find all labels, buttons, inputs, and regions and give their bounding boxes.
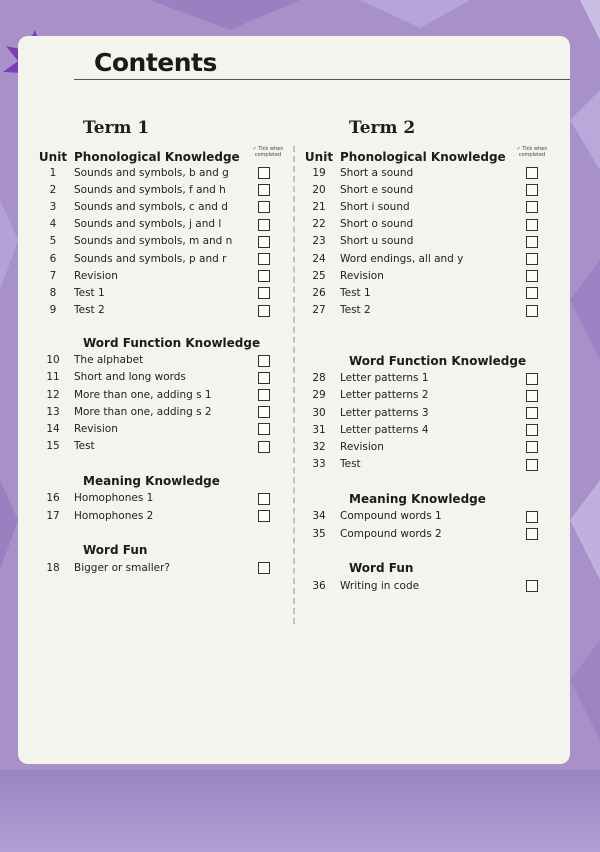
completion-checkbox[interactable] [258,562,270,574]
unit-title: Letter patterns 4 [340,423,429,436]
unit-column-header: Unit [38,150,68,164]
unit-number: 18 [46,561,60,574]
unit-title: Short o sound [340,218,414,231]
completion-checkbox[interactable] [526,287,538,299]
unit-number: 24 [312,252,326,265]
unit-number: 15 [46,440,60,453]
unit-row [32,559,282,576]
unit-title: Revision [340,269,384,282]
completion-checkbox[interactable] [258,270,270,282]
unit-row [298,181,548,198]
unit-title: Test 1 [74,286,105,299]
completion-checkbox[interactable] [526,305,538,317]
completion-checkbox[interactable] [526,373,538,385]
unit-row [298,302,548,319]
bottom-strip [0,770,600,852]
unit-row [32,302,282,319]
unit-title: Revision [340,441,384,454]
unit-title: Sounds and symbols, b and g [74,166,229,179]
section-gap [298,542,548,560]
completion-checkbox[interactable] [258,201,270,213]
unit-number: 26 [312,286,326,299]
unit-row [32,369,282,386]
unit-number: 2 [49,183,57,196]
completion-checkbox[interactable] [526,407,538,419]
unit-row [32,284,282,301]
completion-checkbox[interactable] [258,253,270,265]
unit-number: 9 [49,304,57,317]
unit-row [298,508,548,525]
unit-row [298,216,548,233]
unit-row [298,233,548,250]
completion-checkbox[interactable] [258,372,270,384]
unit-number: 13 [46,405,60,418]
unit-row [298,370,548,387]
unit-number: 8 [49,286,57,299]
unit-number: 17 [46,509,60,522]
unit-row [32,403,282,420]
completion-checkbox[interactable] [526,167,538,179]
unit-title: Test 1 [340,286,371,299]
completion-checkbox[interactable] [258,184,270,196]
completion-checkbox[interactable] [526,441,538,453]
unit-number: 21 [312,200,326,213]
completion-checkbox[interactable] [258,493,270,505]
unit-row [298,577,548,594]
completion-checkbox[interactable] [258,305,270,317]
unit-row [298,267,548,284]
completion-checkbox[interactable] [526,390,538,402]
section-heading: Phonological Knowledge [340,150,506,164]
unit-number: 3 [49,200,57,213]
unit-title: Short e sound [340,183,414,196]
unit-number: 27 [312,304,326,317]
unit-row [32,181,282,198]
completion-checkbox[interactable] [526,219,538,231]
tick-note: ✓ Tick when completed [516,146,548,158]
unit-number: 35 [312,527,326,540]
page-title: Contents [94,48,217,77]
unit-title: Sounds and symbols, j and l [74,218,222,231]
section-heading: Word Function Knowledge [349,353,527,368]
term2-column [298,118,548,594]
unit-row [298,164,548,181]
tick-note: ✓ Tick when completed [252,146,284,158]
completion-checkbox[interactable] [258,287,270,299]
term1-title: Term 1 [83,118,150,138]
unit-title: Compound words 1 [340,510,442,523]
unit-title: Short a sound [340,166,414,179]
completion-checkbox[interactable] [258,406,270,418]
unit-title: Compound words 2 [340,527,442,540]
unit-number: 16 [46,492,60,505]
section-gap [32,319,282,335]
section-gap [298,319,548,353]
completion-checkbox[interactable] [258,441,270,453]
unit-row [32,438,282,455]
unit-title: Homophones 2 [74,509,154,522]
unit-title: Short i sound [340,200,410,213]
section-heading: Meaning Knowledge [83,473,220,488]
section-heading: Word Fun [349,561,414,576]
unit-title: Test [340,458,361,471]
unit-row [32,386,282,403]
section-heading: Phonological Knowledge [74,150,240,164]
unit-row [298,404,548,421]
unit-number: 22 [312,218,326,231]
section-header-row [32,150,282,164]
unit-number: 4 [49,218,57,231]
unit-title: Sounds and symbols, f and h [74,183,226,196]
completion-checkbox[interactable] [526,184,538,196]
unit-number: 10 [46,354,60,367]
unit-row [298,250,548,267]
unit-row [32,164,282,181]
completion-checkbox[interactable] [258,423,270,435]
unit-number: 28 [312,372,326,385]
completion-checkbox[interactable] [258,355,270,367]
unit-row [298,456,548,473]
unit-number: 20 [312,183,326,196]
unit-number: 33 [312,458,326,471]
unit-row [32,420,282,437]
completion-checkbox[interactable] [526,201,538,213]
unit-row [298,284,548,301]
unit-column-header: Unit [304,150,334,164]
term1-column [32,118,282,576]
section-heading: Meaning Knowledge [349,491,486,506]
unit-number: 30 [312,406,326,419]
unit-row [32,198,282,215]
section-gap [32,524,282,542]
unit-row [32,490,282,507]
unit-row [32,267,282,284]
unit-row [32,507,282,524]
term1-body [32,150,282,576]
unit-title: Sounds and symbols, c and d [74,200,228,213]
unit-title: Test 2 [340,304,371,317]
unit-number: 6 [49,252,57,265]
unit-number: 14 [46,423,60,436]
section-gap [32,455,282,473]
unit-title: Letter patterns 3 [340,406,429,419]
unit-title: The alphabet [74,354,144,367]
unit-number: 11 [46,371,60,384]
unit-title: Homophones 1 [74,492,154,505]
column-divider [293,146,295,624]
unit-number: 19 [312,166,326,179]
unit-row [298,525,548,542]
unit-row [32,250,282,267]
completion-checkbox[interactable] [526,459,538,471]
unit-number: 1 [49,166,57,179]
unit-number: 23 [312,235,326,248]
unit-title: Revision [74,423,118,436]
completion-checkbox[interactable] [526,580,538,592]
unit-row [32,216,282,233]
unit-title: Letter patterns 2 [340,389,429,402]
unit-title: More than one, adding s 2 [74,405,212,418]
unit-number: 29 [312,389,326,402]
completion-checkbox[interactable] [526,253,538,265]
completion-checkbox[interactable] [258,167,270,179]
unit-row [298,387,548,404]
completion-checkbox[interactable] [258,510,270,522]
completion-checkbox[interactable] [526,424,538,436]
completion-checkbox[interactable] [526,511,538,523]
completion-checkbox[interactable] [526,236,538,248]
unit-title: Short u sound [340,235,414,248]
unit-title: Bigger or smaller? [74,561,170,574]
completion-checkbox[interactable] [526,528,538,540]
unit-title: Test [74,440,95,453]
unit-number: 32 [312,441,326,454]
term2-title: Term 2 [349,118,416,138]
unit-number: 5 [49,235,57,248]
unit-number: 31 [312,423,326,436]
section-gap [298,473,548,491]
unit-row [298,198,548,215]
title-rule [74,79,570,80]
completion-checkbox[interactable] [258,236,270,248]
unit-row [298,438,548,455]
unit-title: Sounds and symbols, m and n [74,235,233,248]
section-heading: Word Function Knowledge [83,335,261,350]
unit-title: Sounds and symbols, p and r [74,252,227,265]
unit-number: 7 [49,269,57,282]
unit-number: 36 [312,579,326,592]
unit-number: 25 [312,269,326,282]
term2-body [298,150,548,594]
unit-row [298,421,548,438]
completion-checkbox[interactable] [526,270,538,282]
unit-row [32,352,282,369]
unit-title: Letter patterns 1 [340,372,429,385]
unit-title: Short and long words [74,371,186,384]
unit-title: Writing in code [340,579,420,592]
unit-title: Test 2 [74,304,105,317]
section-heading: Word Fun [83,543,148,558]
completion-checkbox[interactable] [258,219,270,231]
unit-number: 12 [46,388,60,401]
unit-title: Revision [74,269,118,282]
unit-number: 34 [312,510,326,523]
unit-title: Word endings, all and y [340,252,464,265]
contents-page [18,36,570,764]
unit-title: More than one, adding s 1 [74,388,212,401]
unit-row [32,233,282,250]
completion-checkbox[interactable] [258,389,270,401]
